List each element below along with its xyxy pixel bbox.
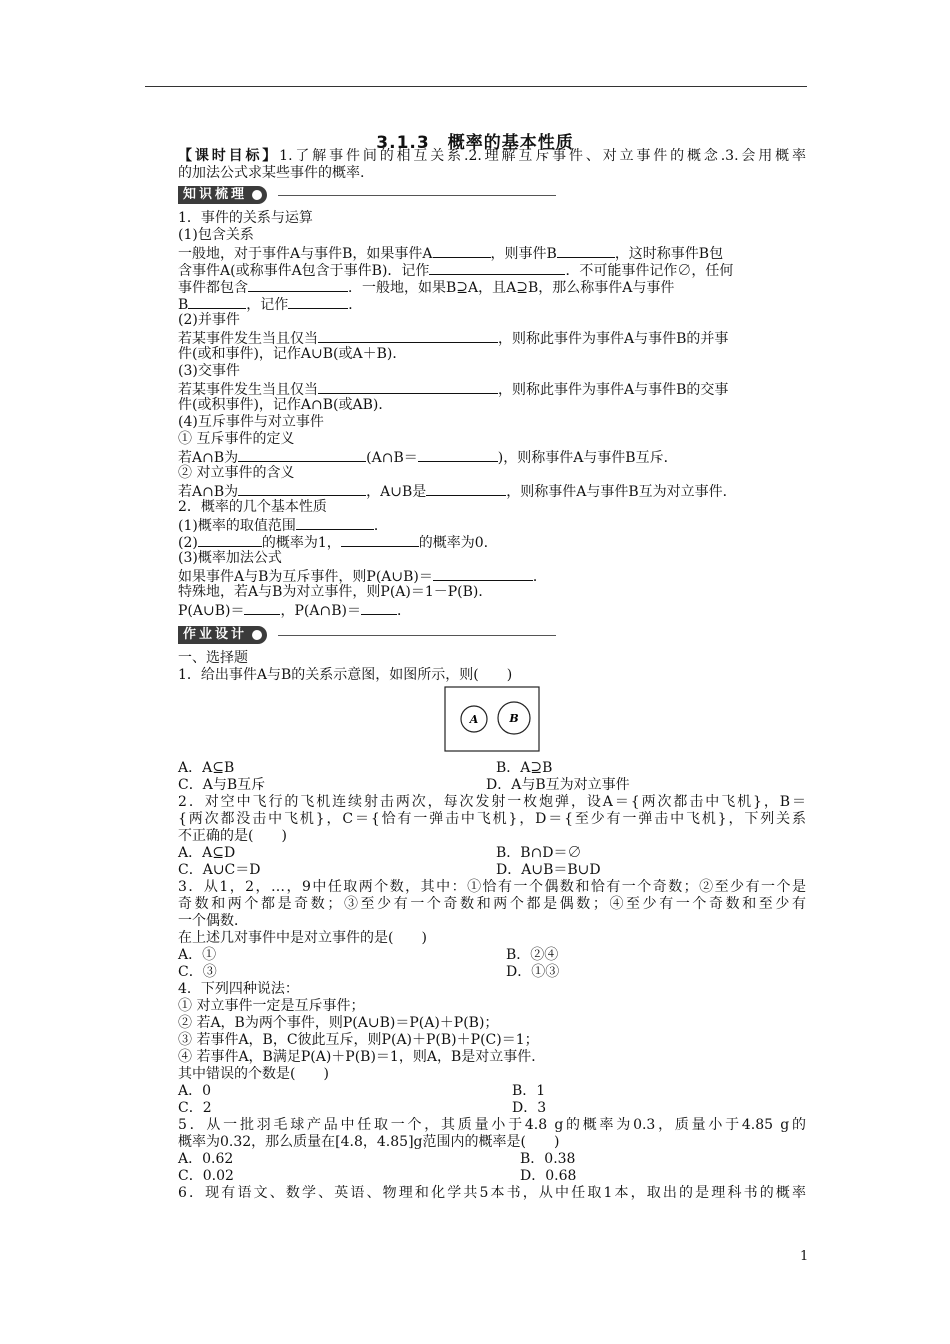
q1-options-row1	[178, 760, 806, 777]
s1-line: 若某事件发生当且仅当 ，则称此事件为事件A与事件B的交事	[178, 382, 729, 398]
question-4: 其中错误的个数是( )	[178, 1066, 329, 1082]
s1-line: 若A∩B为 ，A∪B是 ，则称事件A与事件B互为对立事件．	[178, 484, 737, 500]
question-4: 4．下列四种说法：	[178, 981, 299, 997]
fill-blank[interactable]	[238, 448, 366, 462]
s1-line: ① 互斥事件的定义	[178, 431, 295, 447]
question-3: 在上述几对事件中是对立事件的是( )	[178, 930, 427, 946]
s1-line: 若A∩B为 (A∩B＝ )，则称事件A与事件B互斥．	[178, 450, 678, 466]
option-d[interactable]: D．A与B互为对立事件	[486, 777, 630, 793]
option-b[interactable]: B．A⊇B	[496, 760, 553, 776]
venn-figure	[444, 686, 540, 752]
question-4: ② 若A，B为两个事件，则P(A∪B)＝P(A)＋P(B)；	[178, 1015, 499, 1031]
objective-label: 【课时目标】	[178, 148, 280, 164]
question-4: ④ 若事件A，B满足P(A)＋P(B)＝1，则A，B是对立事件．	[178, 1049, 546, 1065]
s1-line: (3)交事件	[178, 363, 240, 379]
fill-blank[interactable]	[244, 601, 280, 615]
fill-blank[interactable]	[238, 482, 366, 496]
s1-line: 如果事件A与B为互斥事件，则P(A∪B)＝ ．	[178, 569, 547, 585]
s1-line: (1)包含关系	[178, 227, 254, 243]
objective-line-1: 【课时目标】1.了解事件间的相互关系.2.理解互斥事件、对立事件的概念.3.会用概率	[178, 148, 806, 164]
option-b[interactable]: B．1	[512, 1083, 546, 1099]
s1-line: 若某事件发生当且仅当 ，则称此事件为事件A与事件B的并事	[178, 331, 729, 347]
q2-options-row2	[178, 862, 806, 879]
title-number: 3.1.3	[376, 133, 430, 153]
venn-diagram	[178, 686, 806, 758]
fill-blank[interactable]	[557, 244, 615, 258]
option-c[interactable]: C．0.02	[178, 1168, 234, 1184]
s1-line: 2．概率的几个基本性质	[178, 499, 327, 515]
fill-blank[interactable]	[318, 329, 498, 343]
option-b[interactable]: B．0.38	[520, 1151, 576, 1167]
question-1: 1．给出事件A与B的关系示意图，如图所示，则( )	[178, 667, 513, 683]
s1-line: (4)互斥事件与对立事件	[178, 414, 324, 430]
question-5: 概率为0.32，那么质量在[4.8，4.85]g范围内的概率是( )	[178, 1134, 560, 1150]
s1-line: 特殊地，若A与B为对立事件，则P(A)＝1－P(B)．	[178, 584, 493, 600]
q4-options-row1	[178, 1083, 806, 1100]
fill-blank[interactable]	[361, 601, 397, 615]
s1-line: 一般地，对于事件A与事件B，如果事件A ，则事件B ，这时称事件B包	[178, 246, 724, 262]
s1-line: 1．事件的关系与运算	[178, 210, 313, 226]
s1-line: (2) 的概率为1， 的概率为0.	[178, 535, 489, 551]
fill-blank[interactable]	[248, 278, 348, 292]
question-2: 2．对空中飞行的飞机连续射击两次，每次发射一枚炮弹，设A＝{两次都击中飞机}，B＝	[178, 794, 806, 810]
venn-frame	[445, 687, 539, 751]
option-c[interactable]: C．③	[178, 964, 217, 980]
objective-line-2: 的加法公式求某些事件的概率.	[178, 165, 365, 181]
s1-line: P(A∪B)＝ ，P(A∩B)＝ ．	[178, 603, 411, 619]
option-a[interactable]: A．A⊆D	[178, 845, 236, 861]
main-content	[178, 148, 806, 1202]
option-d[interactable]: D．0.68	[520, 1168, 577, 1184]
q5-options-row1	[178, 1151, 806, 1168]
fill-blank[interactable]	[433, 244, 491, 258]
option-c[interactable]: C．2	[178, 1100, 212, 1116]
s1-line: 含事件A(或称事件A包含于事件B)．记作 ．不可能事件记作∅，任何	[178, 263, 734, 279]
section-header-knowledge	[178, 184, 806, 206]
page-number: 1	[800, 1249, 809, 1264]
q3-options-row1	[178, 947, 806, 964]
question-3: 3．从1，2，…，9中任取两个数，其中：①恰有一个偶数和恰有一个奇数；②至少有一个是	[178, 879, 806, 895]
option-d[interactable]: D．①③	[506, 964, 560, 980]
option-a[interactable]: A．A⊆B	[178, 760, 235, 776]
fill-blank[interactable]	[429, 261, 565, 275]
question-4: ① 对立事件一定是互斥事件；	[178, 998, 365, 1014]
s2-heading: 一、选择题	[178, 650, 248, 666]
label-a: A	[469, 713, 479, 726]
fill-blank[interactable]	[433, 567, 533, 581]
label-b: B	[509, 712, 519, 725]
s1-line: (2)并事件	[178, 312, 240, 328]
q1-options-row2	[178, 777, 806, 794]
option-c[interactable]: C．A∪C＝D	[178, 862, 261, 878]
question-2: 不正确的是( )	[178, 828, 287, 844]
fill-blank[interactable]	[418, 448, 498, 462]
fill-blank[interactable]	[198, 533, 262, 547]
fill-blank[interactable]	[296, 516, 374, 530]
s1-line: (3)概率加法公式	[178, 550, 282, 566]
fill-blank[interactable]	[188, 295, 246, 309]
option-a[interactable]: A．0	[178, 1083, 212, 1099]
option-b[interactable]: B．B∩D＝∅	[496, 845, 582, 861]
question-2: {两次都没击中飞机}，C＝{恰有一弹击中飞机}，D＝{至少有一弹击中飞机}，下列关系	[178, 811, 806, 827]
question-3: 一个偶数．	[178, 913, 248, 929]
q4-options-row2	[178, 1100, 806, 1117]
fill-blank[interactable]	[341, 533, 419, 547]
option-d[interactable]: D．3	[512, 1100, 547, 1116]
fill-blank[interactable]	[288, 295, 348, 309]
title-text: 概率的基本性质	[447, 133, 574, 153]
section-tag: 知识梳理	[178, 186, 267, 204]
s1-line: 件(或和事件)，记作A∪B(或A＋B)．	[178, 346, 407, 362]
option-a[interactable]: A．0.62	[178, 1151, 234, 1167]
question-3: 奇数和两个都是奇数；③至少有一个奇数和两个都是偶数；④至少有一个奇数和至少有	[178, 896, 806, 912]
bullet-dot-icon	[252, 630, 262, 640]
option-d[interactable]: D．A∪B＝B∪D	[496, 862, 601, 878]
q3-options-row2	[178, 964, 806, 981]
s1-line: 事件都包含 ．一般地，如果B⊇A，且A⊇B，那么称事件A与事件	[178, 280, 675, 296]
option-b[interactable]: B．②④	[506, 947, 559, 963]
section-header-homework	[178, 624, 806, 646]
s1-line: (1)概率的取值范围 ．	[178, 518, 388, 534]
option-a[interactable]: A．①	[178, 947, 217, 963]
fill-blank[interactable]	[318, 380, 498, 394]
section-divider	[278, 195, 556, 196]
section-divider	[278, 635, 556, 636]
fill-blank[interactable]	[426, 482, 506, 496]
s1-line: 件(或积事件)，记作A∩B(或AB)．	[178, 397, 393, 413]
q2-options-row1	[178, 845, 806, 862]
s1-line: ② 对立事件的含义	[178, 465, 295, 481]
question-4: ③ 若事件A，B，C彼此互斥，则P(A)＋P(B)＋P(C)＝1；	[178, 1032, 539, 1048]
option-c[interactable]: C．A与B互斥	[178, 777, 266, 793]
section-tag: 作业设计	[178, 626, 267, 644]
s1-line: B ，记作 ．	[178, 297, 363, 313]
header-rule	[145, 86, 807, 87]
question-5: 5．从一批羽毛球产品中任取一个，其质量小于4.8 g的概率为0.3，质量小于4.85 g的	[178, 1117, 806, 1133]
question-6: 6．现有语文、数学、英语、物理和化学共5本书，从中任取1本，取出的是理科书的概率	[178, 1185, 806, 1201]
q5-options-row2	[178, 1168, 806, 1185]
bullet-dot-icon	[252, 190, 262, 200]
